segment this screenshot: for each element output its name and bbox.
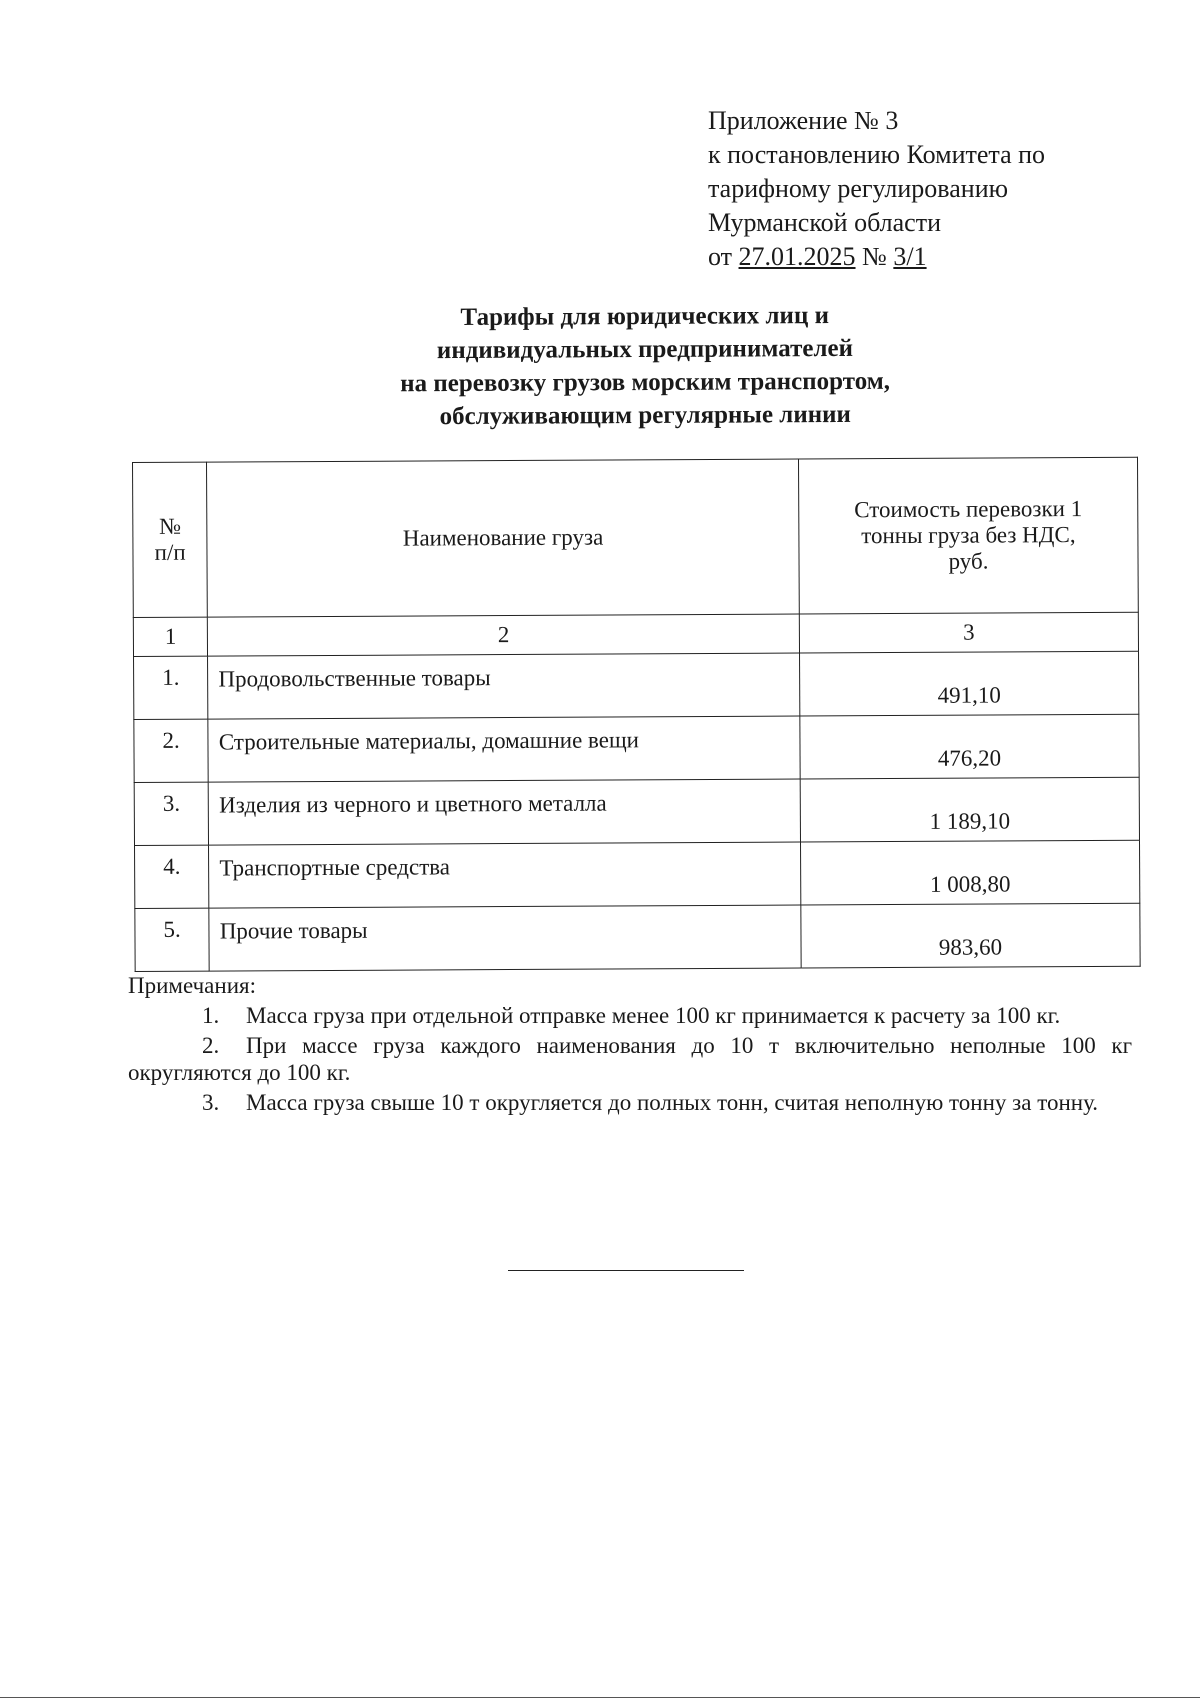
annex-number: 3/1 [893,242,927,271]
column-index-row [133,612,1138,656]
row-price: 1 189,10 [800,777,1139,842]
notes-heading: Примечания: [128,973,256,998]
title-line: индивидуальных предпринимателей [436,334,854,365]
table-row [134,777,1139,845]
tariff-table [132,457,1141,972]
table-row [135,903,1140,971]
row-num: 4. [135,845,210,908]
note-number: 2. [202,1033,220,1058]
note-number: 1. [202,1003,220,1028]
note-item [128,1002,1132,1029]
table-header-row [133,457,1139,617]
table-row [134,651,1139,719]
annex-date: 27.01.2025 [738,242,856,271]
row-price: 476,20 [800,714,1139,779]
annex-number-prefix: № [862,242,887,271]
annex-line: тарифному регулированию [708,174,1009,203]
table-row [135,840,1140,908]
page-bottom-line [0,1697,1200,1698]
row-num: 5. [135,908,210,971]
annex-date-line [708,240,1045,274]
column-index: 2 [208,614,800,656]
header-num [133,462,208,617]
note-text: Масса груза свыше 10 т округляется до полных тонн, считая неполную тонну за тонну. [246,1090,1099,1115]
note-item [128,1032,1132,1086]
header-price-line: Стоимость перевозки 1 [854,496,1083,523]
notes-section [128,972,1132,1119]
title-line: обслуживающим регулярные линии [439,400,851,431]
row-price: 491,10 [799,651,1138,716]
header-price-line: тонны груза без НДС, [861,522,1076,549]
document-title [250,298,1041,434]
annex-line: к постановлению Комитета по [708,140,1046,169]
row-name: Изделия из черного и цветного металла [209,779,801,845]
row-name: Строительные материалы, домашние вещи [208,716,800,782]
note-number: 3. [202,1090,220,1115]
closing-separator [508,1270,744,1271]
title-line: Тарифы для юридических лиц и [460,302,830,331]
row-name: Транспортные средства [209,842,801,908]
row-num: 2. [134,719,209,782]
row-num: 3. [134,782,209,845]
note-text: Масса груза при отдельной отправке менее 100 кг принимается к расчету за 100 кг. [246,1003,1061,1028]
row-name: Продовольственные товары [208,653,800,719]
row-name: Прочие товары [209,905,801,971]
header-num-abbr: п/п [154,539,186,565]
column-index: 3 [799,612,1138,653]
annex-line: Приложение № 3 [708,106,899,135]
header-num-symbol: № [158,513,182,539]
header-price [798,457,1138,614]
row-num: 1. [134,656,209,719]
header-price-line: руб. [948,548,989,574]
annex-line: Мурманской области [708,208,941,237]
row-price: 983,60 [801,903,1140,968]
table-row [134,714,1139,782]
header-name: Наименование груза [207,459,799,617]
annex-date-prefix: от [708,242,733,271]
column-index: 1 [133,617,208,656]
row-price: 1 008,80 [800,840,1139,905]
note-text: При массе груза каждого наименования до 10 т включительно неполные 100 кг округляются до 100 кг. [128,1033,1132,1085]
note-item [128,1089,1132,1116]
title-line: на перевозку грузов морским транспортом, [400,367,891,398]
annex-block [708,104,1045,274]
